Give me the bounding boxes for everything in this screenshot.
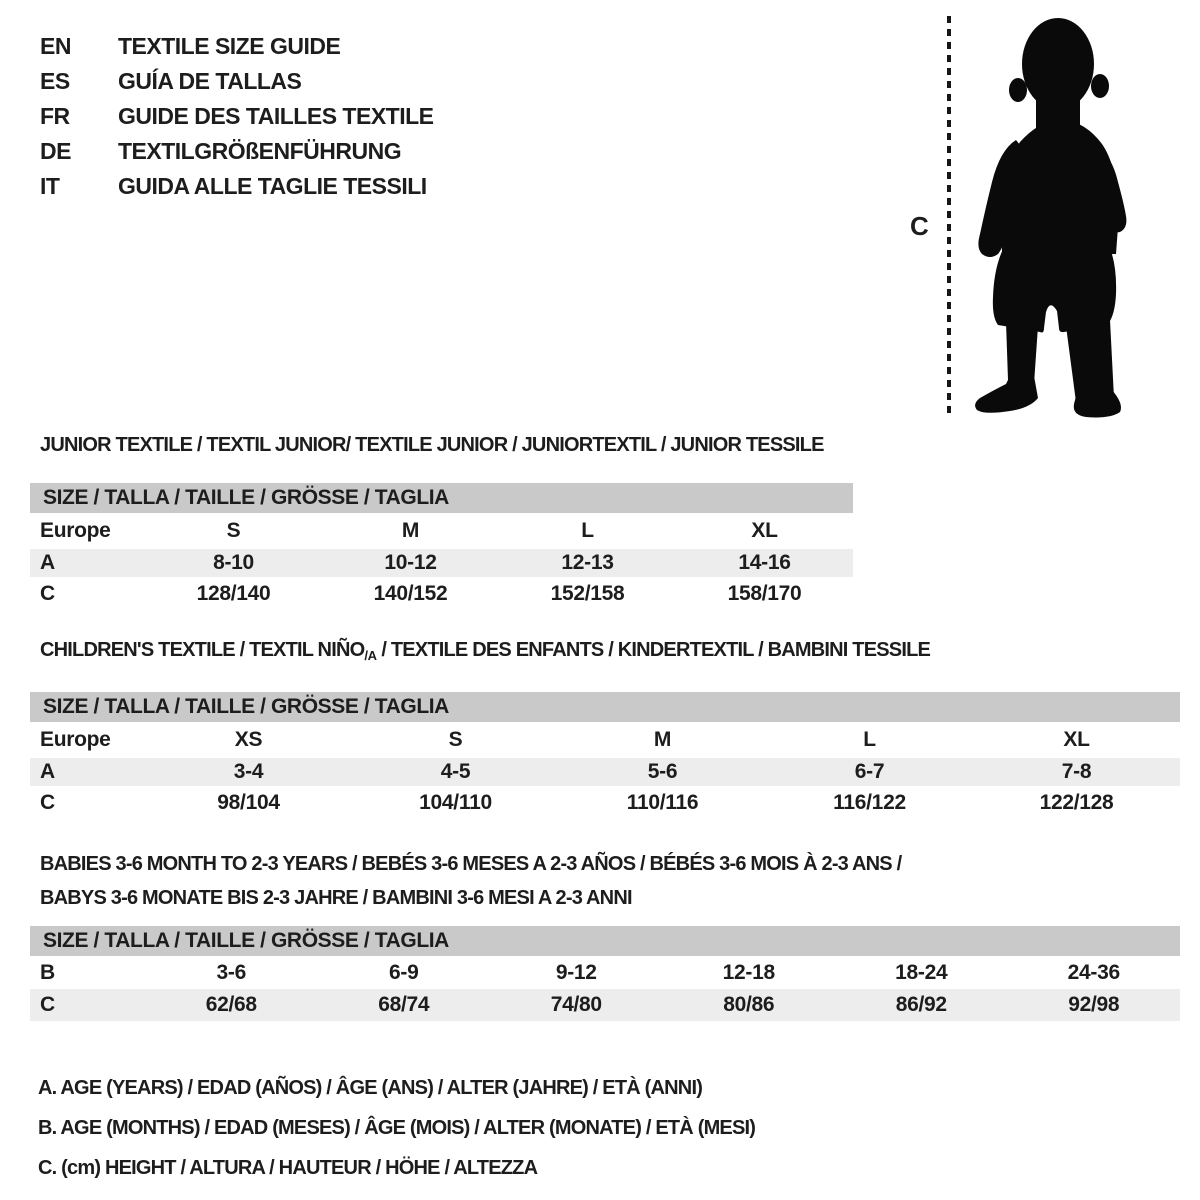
size-column-s: S [226, 519, 241, 542]
guide-title-fr: GUIDE DES TAILLES TEXTILE [118, 103, 434, 129]
language-code: DE [40, 138, 71, 164]
age-value: 5-6 [647, 760, 678, 783]
height-value: 158/170 [727, 582, 802, 605]
language-row-de [40, 134, 434, 169]
guide-title-es: GUÍA DE TALLAS [118, 68, 302, 94]
language-row-it [40, 169, 434, 204]
size-header-bar: SIZE / TALLA / TAILLE / GRÖSSE / TAGLIA [30, 692, 1180, 722]
row-key: A [40, 551, 55, 574]
language-code: EN [40, 33, 71, 59]
months-value: 24-36 [1067, 960, 1120, 984]
size-column-xl: XL [1063, 728, 1090, 751]
junior-size-table [30, 483, 853, 611]
size-column-xs: XS [234, 728, 263, 751]
height-value: 68/74 [378, 993, 430, 1016]
size-column-l: L [581, 519, 594, 542]
legend-line-b: B. AGE (MONTHS) / EDAD (MESES) / ÂGE (MOIS) / ALTER (MONATE) / ETÀ (MESI) [38, 1117, 756, 1139]
toddler-silhouette-image [960, 12, 1138, 420]
height-measure-dashed-line [947, 16, 951, 416]
measure-legend [38, 1068, 755, 1188]
babies-heading-line1: BABIES 3-6 MONTH TO 2-3 YEARS / BEBÉS 3-6 MESES A 2-3 AÑOS / BÉBÉS 3-6 MOIS À 2-3 ANS / [40, 853, 902, 875]
children-heading-pre: CHILDREN'S TEXTILE / TEXTIL NIÑO [40, 639, 365, 661]
height-measure-label: C [910, 211, 929, 241]
region-label: Europe [40, 728, 111, 751]
babies-heading-line2: BABYS 3-6 MONATE BIS 2-3 JAHRE / BAMBINI 3-6 MESI A 2-3 ANNI [40, 887, 632, 909]
guide-title-en: TEXTILE SIZE GUIDE [118, 33, 341, 59]
size-column-xl: XL [751, 519, 778, 542]
guide-title-de: TEXTILGRÖßENFÜHRUNG [118, 138, 402, 164]
row-key: C [40, 582, 55, 605]
table-row-age [30, 549, 853, 577]
babies-section-heading [40, 847, 901, 915]
height-value: 74/80 [550, 993, 602, 1016]
table-row-height [30, 577, 853, 611]
height-value: 86/92 [895, 993, 947, 1016]
height-value: 98/104 [217, 791, 280, 814]
table-row-europe [30, 722, 1180, 758]
height-value: 92/98 [1068, 993, 1120, 1016]
months-value: 18-24 [895, 960, 948, 984]
age-value: 7-8 [1061, 760, 1092, 783]
language-code: ES [40, 68, 70, 94]
language-code: FR [40, 103, 70, 129]
language-code: IT [40, 173, 60, 199]
children-heading-subscript: /A [364, 648, 377, 663]
children-heading-post: / TEXTILE DES ENFANTS / KINDERTEXTIL / BAMBINI TESSILE [376, 639, 931, 661]
height-value: 62/68 [205, 993, 257, 1016]
size-column-s: S [448, 728, 463, 751]
language-row-fr [40, 99, 434, 134]
age-value: 3-4 [233, 760, 264, 783]
age-value: 12-13 [561, 551, 614, 574]
row-key: C [40, 993, 55, 1016]
height-value: 128/140 [196, 582, 271, 605]
guide-title-it: GUIDA ALLE TAGLIE TESSILI [118, 173, 427, 199]
height-value: 110/116 [626, 791, 699, 814]
height-value: 116/122 [833, 791, 906, 814]
size-column-l: L [863, 728, 876, 751]
months-value: 9-12 [555, 960, 597, 984]
months-value: 3-6 [216, 960, 246, 984]
table-row-height [30, 989, 1180, 1021]
language-row-en [40, 29, 434, 64]
months-value: 6-9 [389, 960, 419, 984]
junior-section-heading: JUNIOR TEXTILE / TEXTIL JUNIOR/ TEXTILE JUNIOR / JUNIORTEXTIL / JUNIOR TESSILE [40, 434, 824, 456]
height-value: 152/158 [550, 582, 625, 605]
size-column-m: M [401, 519, 420, 542]
table-row-europe [30, 513, 853, 549]
children-section-heading [40, 638, 930, 668]
months-value: 12-18 [722, 960, 775, 984]
size-header-bar: SIZE / TALLA / TAILLE / GRÖSSE / TAGLIA [30, 483, 853, 513]
row-key: A [40, 760, 55, 783]
age-value: 14-16 [738, 551, 791, 574]
table-row-age [30, 758, 1180, 786]
height-value: 122/128 [1039, 791, 1114, 814]
table-row-months [30, 956, 1180, 989]
age-value: 6-7 [854, 760, 885, 783]
legend-line-c: C. (cm) HEIGHT / ALTURA / HAUTEUR / HÖHE / ALTEZZA [38, 1157, 538, 1179]
table-row-height [30, 786, 1180, 820]
height-value: 104/110 [419, 791, 492, 814]
babies-size-table [30, 926, 1180, 1021]
legend-line-a: A. AGE (YEARS) / EDAD (AÑOS) / ÂGE (ANS) / ALTER (JAHRE) / ETÀ (ANNI) [38, 1077, 703, 1099]
size-header-bar: SIZE / TALLA / TAILLE / GRÖSSE / TAGLIA [30, 926, 1180, 956]
age-value: 8-10 [213, 551, 254, 574]
age-value: 10-12 [384, 551, 437, 574]
height-value: 140/152 [373, 582, 448, 605]
height-value: 80/86 [723, 993, 775, 1016]
language-row-es [40, 64, 434, 99]
row-key: C [40, 791, 55, 814]
row-key: B [40, 960, 55, 984]
children-size-table [30, 692, 1180, 820]
language-title-list [40, 29, 434, 204]
age-value: 4-5 [440, 760, 471, 783]
size-column-m: M [653, 728, 672, 751]
region-label: Europe [40, 519, 111, 542]
